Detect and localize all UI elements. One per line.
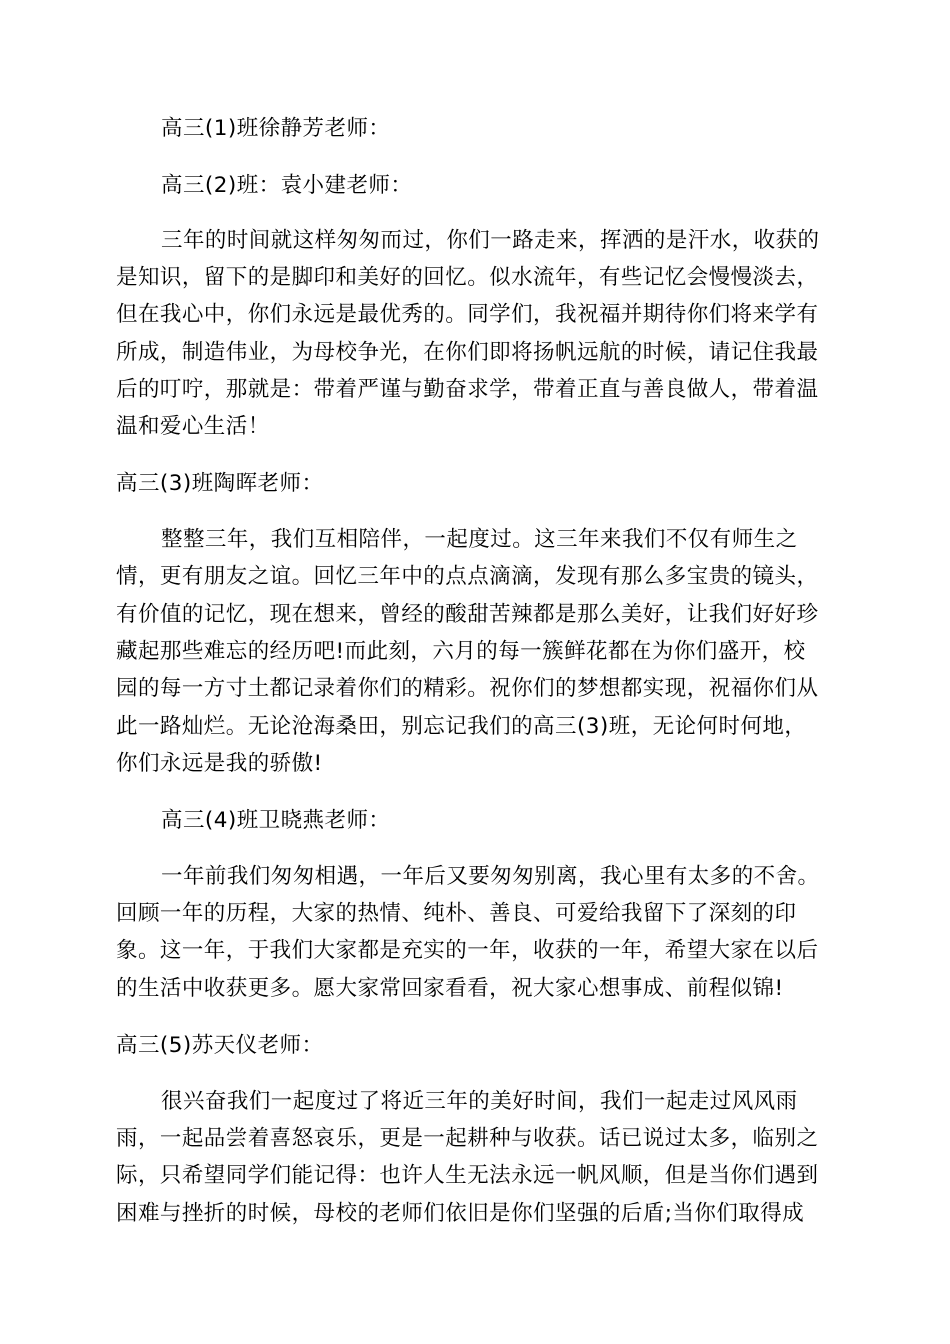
paragraph-line: 你们永远是我的骄傲! xyxy=(116,751,323,776)
paragraph-line: 三年的时间就这样匆匆而过，你们一路走来，挥洒的是汗水，收获的 xyxy=(161,228,820,253)
teacher-heading-class-2: 高三(2)班：袁小建老师： xyxy=(161,173,413,198)
paragraph-line: 雨，一起品尝着喜怒哀乐，更是一起耕种与收获。话已说过太多，临别之 xyxy=(116,1126,819,1151)
paragraph-line: 际，只希望同学们能记得：也许人生无法永远一帆风顺，但是当你们遇到 xyxy=(116,1163,819,1188)
paragraph-line: 的生活中收获更多。愿大家常回家看看，祝大家心想事成、前程似锦! xyxy=(116,976,784,1001)
paragraph-line: 是知识，留下的是脚印和美好的回忆。似水流年，有些记忆会慢慢淡去， xyxy=(116,265,819,290)
paragraph-line: 所成，制造伟业，为母校争光，在你们即将扬帆远航的时候，请记住我最 xyxy=(116,340,819,365)
paragraph-line: 象。这一年，于我们大家都是充实的一年，收获的一年，希望大家在以后 xyxy=(116,938,819,963)
paragraph-line: 但在我心中，你们永远是最优秀的。同学们，我祝福并期待你们将来学有 xyxy=(116,302,819,327)
paragraph-line: 回顾一年的历程，大家的热情、纯朴、善良、可爱给我留下了深刻的印 xyxy=(116,901,797,926)
paragraph-line: 此一路灿烂。无论沧海桑田，别忘记我们的高三(3)班，无论何时何地， xyxy=(116,714,807,739)
paragraph-line: 后的叮咛，那就是：带着严谨与勤奋求学，带着正直与善良做人，带着温 xyxy=(116,377,819,402)
paragraph-line: 有价值的记忆，现在想来，曾经的酸甜苦辣都是那么美好，让我们好好珍 xyxy=(116,602,819,627)
paragraph-line: 情，更有朋友之谊。回忆三年中的点点滴滴，发现有那么多宝贵的镜头， xyxy=(116,564,819,589)
paragraph-line: 藏起那些难忘的经历吧!而此刻，六月的每一簇鲜花都在为你们盛开，校 xyxy=(116,639,806,664)
paragraph-line: 整整三年，我们互相陪伴，一起度过。这三年来我们不仅有师生之 xyxy=(161,527,798,552)
paragraph-line: 温和爱心生活！ xyxy=(116,414,270,439)
teacher-heading-class-1: 高三(1)班徐静芳老师： xyxy=(161,116,391,141)
paragraph-line: 一年前我们匆匆相遇，一年后又要匆匆别离，我心里有太多的不舍。 xyxy=(161,864,820,889)
paragraph-line: 很兴奋我们一起度过了将近三年的美好时间，我们一起走过风风雨 xyxy=(161,1089,798,1114)
teacher-heading-class-4: 高三(4)班卫晓燕老师： xyxy=(161,808,391,833)
teacher-heading-class-3: 高三(3)班陶晖老师： xyxy=(116,471,324,496)
paragraph-line: 困难与挫折的时候，母校的老师们依旧是你们坚强的后盾;当你们取得成 xyxy=(116,1201,805,1226)
teacher-heading-class-5: 高三(5)苏天仪老师： xyxy=(116,1033,324,1058)
paragraph-line: 园的每一方寸土都记录着你们的精彩。祝你们的梦想都实现，祝福你们从 xyxy=(116,676,819,701)
